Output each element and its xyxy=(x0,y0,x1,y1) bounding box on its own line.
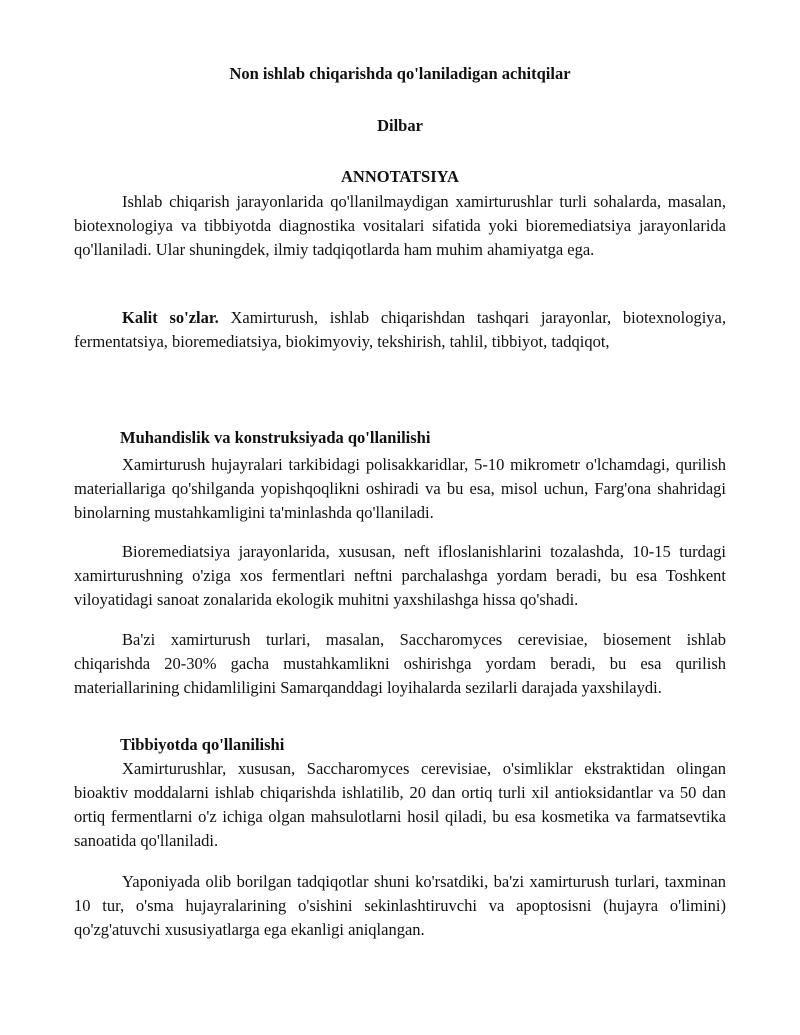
keywords-paragraph xyxy=(74,306,726,354)
keywords-label: Kalit so'zlar. xyxy=(122,308,219,327)
paragraph-engineering-1: Xamirturush hujayralari tarkibidagi polisakkaridlar, 5-10 mikrometr o'lchamdagi, qurilish materiallariga qo'shilganda yopishqoqlikni oshiradi va bu esa, misol uchun, Farg'ona shahridagi binolarning mustahkamligini ta'minlashda qo'llaniladi. xyxy=(74,455,726,522)
keywords-text: Xamirturush, ishlab chiqarishdan tashqari jarayonlar, biotexnologiya, fermentatsiya, bioremediatsiya, biokimyoviy, tekshirish, tahlil, tibbiyot, tadqiqot, xyxy=(74,308,726,351)
paragraph-engineering-3: Ba'zi xamirturush turlari, masalan, Saccharomyces cerevisiae, biosement ishlab chiqarishda 20-30% gacha mustahkamlikni oshirishga yordam beradi, bu esa qurilish materiallarining chidamliligini Samarqanddagi loyihalarda sezilarli darajada yaxshilaydi. xyxy=(74,630,726,697)
paragraph-medicine-1: Xamirturushlar, xususan, Saccharomyces cerevisiae, o'simliklar ekstraktidan olingan bioaktiv moddalarni ishlab chiqarishda ishlatilib, 20 dan ortiq turli xil antioksidantlar va 50 dan ortiq fermentlarni o'z ichiga olgan mahsulotlarni hosil qiladi, bu esa kosmetika va farmatsevtika sanoatida qo'llaniladi. xyxy=(74,759,726,850)
author-name: Dilbar xyxy=(377,116,423,135)
paragraph-engineering-2: Bioremediatsiya jarayonlarida, xususan, neft ifloslanishlarini tozalashda, 10-15 turdagi xamirturushning o'ziga xos fermentlari neftni parchalashga yordam beradi, bu esa Toshkent viloyatidagi sanoat zonalarida ekologik muhitni yaxshilashga hissa qo'shadi. xyxy=(74,542,726,609)
document-title: Non ishlab chiqarishda qo'laniladigan achitqilar xyxy=(229,64,571,83)
paragraph-medicine-2: Yaponiyada olib borilgan tadqiqotlar shuni ko'rsatdiki, ba'zi xamirturush turlari, taxminan 10 tur, o'sma hujayralarining o'sishini sekinlashtiruvchi va apoptosisni (hujayra o'limini) qo'zg'atuvchi xususiyatlarga ega ekanligi aniqlangan. xyxy=(74,872,726,939)
annotation-paragraph: Ishlab chiqarish jarayonlarida qo'llanilmaydigan xamirturushlar turli sohalarda, masalan, biotexnologiya va tibbiyotda diagnostika vositalari sifatida yoki bioremediatsiya jarayonlarida qo'llaniladi. Ular shuningdek, ilmiy tadqiqotlarda ham muhim ahamiyatga ega. xyxy=(74,192,726,259)
section-heading-engineering: Muhandislik va konstruksiyada qo'llanilishi xyxy=(120,428,431,447)
section-heading-medicine: Tibbiyotda qo'llanilishi xyxy=(120,735,285,754)
annotation-heading: ANNOTATSIYA xyxy=(341,167,459,186)
